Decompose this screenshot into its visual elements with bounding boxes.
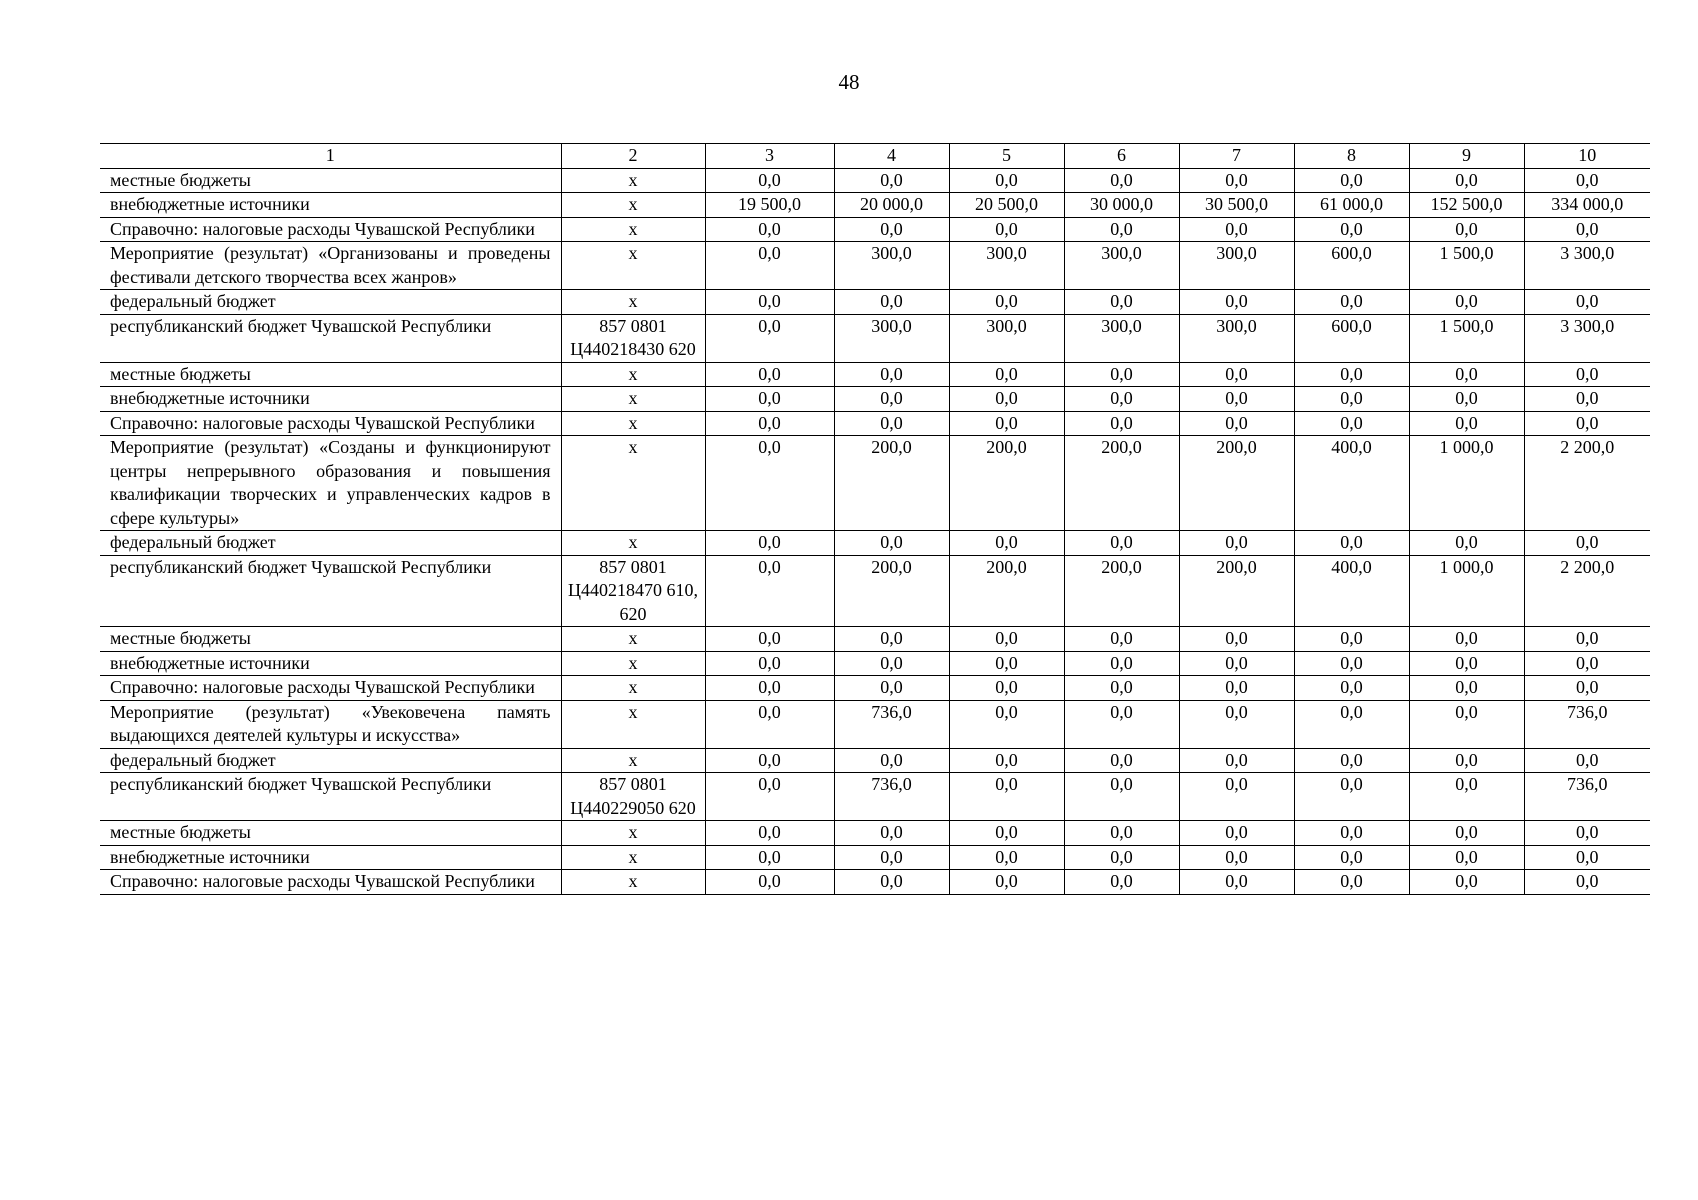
row-value-cell: 1 500,0 [1409,314,1524,362]
row-value-cell: 300,0 [1064,242,1179,290]
row-value-cell: 0,0 [1064,290,1179,315]
table-row [100,531,1650,556]
row-value-cell: 0,0 [1294,168,1409,193]
row-value-cell: 0,0 [949,748,1064,773]
row-value-cell: 0,0 [1409,387,1524,412]
row-value-cell: 0,0 [705,870,834,895]
row-value-cell: 152 500,0 [1409,193,1524,218]
row-value-cell: 200,0 [1179,436,1294,531]
row-value-cell: 0,0 [1064,748,1179,773]
row-value-cell: 0,0 [1294,651,1409,676]
row-name-cell: местные бюджеты [100,362,561,387]
row-value-cell: 0,0 [1524,821,1650,846]
row-value-cell: 0,0 [1409,821,1524,846]
row-value-cell: 3 300,0 [1524,314,1650,362]
row-value-cell: 0,0 [1294,700,1409,748]
row-value-cell: 0,0 [705,387,834,412]
header-cell: 8 [1294,144,1409,169]
table-row [100,700,1650,748]
row-code-cell: x [561,193,705,218]
row-value-cell: 0,0 [949,411,1064,436]
row-code-cell: x [561,700,705,748]
row-name-cell: местные бюджеты [100,168,561,193]
row-value-cell: 0,0 [1179,700,1294,748]
row-name-cell: Справочно: налоговые расходы Чувашской Республики [100,676,561,701]
row-value-cell: 0,0 [1409,700,1524,748]
row-value-cell: 736,0 [1524,773,1650,821]
row-value-cell: 0,0 [1179,531,1294,556]
row-value-cell: 61 000,0 [1294,193,1409,218]
row-value-cell: 2 200,0 [1524,436,1650,531]
row-value-cell: 0,0 [705,314,834,362]
row-code-cell: x [561,845,705,870]
row-value-cell: 0,0 [949,531,1064,556]
row-value-cell: 0,0 [949,217,1064,242]
row-value-cell: 0,0 [1179,290,1294,315]
row-value-cell: 0,0 [1179,362,1294,387]
row-value-cell: 0,0 [1524,651,1650,676]
row-code-cell: 857 0801 Ц440218430 620 [561,314,705,362]
table-row [100,676,1650,701]
table-body [100,144,1650,895]
row-value-cell: 0,0 [1179,676,1294,701]
row-name-cell: местные бюджеты [100,821,561,846]
row-name-cell: республиканский бюджет Чувашской Республики [100,555,561,627]
row-value-cell: 300,0 [1179,242,1294,290]
row-value-cell: 0,0 [1294,290,1409,315]
row-value-cell: 0,0 [834,748,949,773]
row-value-cell: 0,0 [1524,531,1650,556]
row-value-cell: 0,0 [1524,748,1650,773]
row-value-cell: 0,0 [1294,845,1409,870]
row-value-cell: 0,0 [1179,217,1294,242]
row-value-cell: 200,0 [949,555,1064,627]
row-value-cell: 0,0 [834,845,949,870]
row-value-cell: 0,0 [705,531,834,556]
row-name-cell: внебюджетные источники [100,845,561,870]
table-row [100,651,1650,676]
table-row [100,773,1650,821]
row-value-cell: 0,0 [705,242,834,290]
header-cell: 7 [1179,144,1294,169]
row-value-cell: 0,0 [1409,217,1524,242]
row-name-cell: Справочно: налоговые расходы Чувашской Республики [100,411,561,436]
row-value-cell: 300,0 [1064,314,1179,362]
row-value-cell: 0,0 [1409,870,1524,895]
row-value-cell: 0,0 [949,290,1064,315]
header-cell: 1 [100,144,561,169]
row-value-cell: 0,0 [1524,411,1650,436]
table-row [100,555,1650,627]
row-value-cell: 0,0 [1524,676,1650,701]
row-value-cell: 0,0 [1179,845,1294,870]
row-value-cell: 0,0 [1064,217,1179,242]
row-value-cell: 0,0 [705,290,834,315]
row-value-cell: 0,0 [1179,651,1294,676]
row-value-cell: 0,0 [1294,362,1409,387]
row-value-cell: 0,0 [949,651,1064,676]
row-value-cell: 0,0 [1409,651,1524,676]
row-value-cell: 0,0 [834,676,949,701]
row-name-cell: Мероприятие (результат) «Увековечена память выдающихся деятелей культуры и искусства» [100,700,561,748]
row-value-cell: 600,0 [1294,242,1409,290]
table-row [100,242,1650,290]
row-value-cell: 20 500,0 [949,193,1064,218]
row-value-cell: 200,0 [949,436,1064,531]
row-code-cell: x [561,870,705,895]
row-code-cell: x [561,748,705,773]
row-value-cell: 0,0 [949,387,1064,412]
row-code-cell: x [561,821,705,846]
row-value-cell: 0,0 [705,411,834,436]
row-value-cell: 0,0 [834,651,949,676]
row-value-cell: 0,0 [1294,748,1409,773]
row-value-cell: 0,0 [1179,168,1294,193]
header-cell: 9 [1409,144,1524,169]
row-value-cell: 0,0 [1294,627,1409,652]
row-value-cell: 0,0 [1294,217,1409,242]
row-name-cell: федеральный бюджет [100,290,561,315]
row-value-cell: 0,0 [1409,362,1524,387]
row-value-cell: 0,0 [705,555,834,627]
row-name-cell: местные бюджеты [100,627,561,652]
row-value-cell: 0,0 [1179,748,1294,773]
row-value-cell: 0,0 [1064,773,1179,821]
row-value-cell: 300,0 [949,314,1064,362]
row-value-cell: 300,0 [834,314,949,362]
row-value-cell: 200,0 [834,555,949,627]
row-value-cell: 0,0 [1064,651,1179,676]
row-value-cell: 0,0 [1294,387,1409,412]
row-value-cell: 0,0 [1409,531,1524,556]
row-value-cell: 0,0 [1179,627,1294,652]
row-value-cell: 0,0 [705,651,834,676]
row-value-cell: 0,0 [834,362,949,387]
row-value-cell: 0,0 [834,870,949,895]
row-code-cell: x [561,217,705,242]
row-value-cell: 0,0 [1064,168,1179,193]
row-value-cell: 0,0 [1064,387,1179,412]
row-value-cell: 20 000,0 [834,193,949,218]
row-code-cell: x [561,411,705,436]
row-value-cell: 0,0 [949,676,1064,701]
row-value-cell: 0,0 [705,627,834,652]
header-row [100,144,1650,169]
row-name-cell: республиканский бюджет Чувашской Республики [100,773,561,821]
row-value-cell: 200,0 [1179,555,1294,627]
row-value-cell: 0,0 [1409,845,1524,870]
row-value-cell: 0,0 [834,290,949,315]
row-name-cell: внебюджетные источники [100,193,561,218]
header-cell: 4 [834,144,949,169]
row-value-cell: 0,0 [1409,627,1524,652]
row-value-cell: 0,0 [949,870,1064,895]
row-value-cell: 300,0 [834,242,949,290]
row-value-cell: 0,0 [1064,531,1179,556]
row-value-cell: 0,0 [705,362,834,387]
row-value-cell: 0,0 [1409,773,1524,821]
row-value-cell: 0,0 [1179,870,1294,895]
row-code-cell: x [561,436,705,531]
row-value-cell: 0,0 [1294,773,1409,821]
row-value-cell: 200,0 [1064,555,1179,627]
row-value-cell: 736,0 [834,700,949,748]
header-cell: 10 [1524,144,1650,169]
row-value-cell: 0,0 [1064,362,1179,387]
table-row [100,870,1650,895]
table-row [100,362,1650,387]
header-cell: 6 [1064,144,1179,169]
table-row [100,193,1650,218]
row-name-cell: федеральный бюджет [100,531,561,556]
row-code-cell: x [561,290,705,315]
row-value-cell: 0,0 [1294,531,1409,556]
row-code-cell: x [561,531,705,556]
header-cell: 2 [561,144,705,169]
row-value-cell: 0,0 [705,676,834,701]
row-value-cell: 0,0 [1179,387,1294,412]
row-value-cell: 0,0 [834,627,949,652]
table-row [100,168,1650,193]
row-name-cell: Справочно: налоговые расходы Чувашской Республики [100,870,561,895]
row-value-cell: 300,0 [949,242,1064,290]
row-code-cell: 857 0801 Ц440218470 610, 620 [561,555,705,627]
row-name-cell: Справочно: налоговые расходы Чувашской Республики [100,217,561,242]
row-value-cell: 600,0 [1294,314,1409,362]
row-value-cell: 0,0 [1294,870,1409,895]
row-code-cell: x [561,387,705,412]
row-value-cell: 0,0 [1064,676,1179,701]
row-value-cell: 0,0 [1524,870,1650,895]
row-name-cell: внебюджетные источники [100,387,561,412]
row-value-cell: 736,0 [1524,700,1650,748]
row-value-cell: 0,0 [705,217,834,242]
table-row [100,627,1650,652]
row-value-cell: 2 200,0 [1524,555,1650,627]
row-value-cell: 0,0 [1294,676,1409,701]
row-name-cell: Мероприятие (результат) «Организованы и проведены фестивали детского творчества всех жанров» [100,242,561,290]
budget-table [100,143,1650,895]
row-code-cell: x [561,242,705,290]
row-value-cell: 0,0 [705,700,834,748]
row-code-cell: x [561,627,705,652]
row-value-cell: 0,0 [1524,168,1650,193]
row-value-cell: 300,0 [1179,314,1294,362]
row-value-cell: 19 500,0 [705,193,834,218]
row-value-cell: 0,0 [1524,845,1650,870]
row-value-cell: 0,0 [1179,411,1294,436]
row-value-cell: 0,0 [1524,387,1650,412]
row-value-cell: 0,0 [1524,217,1650,242]
row-value-cell: 736,0 [834,773,949,821]
row-value-cell: 1 500,0 [1409,242,1524,290]
row-value-cell: 0,0 [1409,676,1524,701]
row-value-cell: 0,0 [1524,290,1650,315]
row-value-cell: 0,0 [834,217,949,242]
row-value-cell: 200,0 [1064,436,1179,531]
row-value-cell: 0,0 [1294,821,1409,846]
table-row [100,411,1650,436]
row-code-cell: 857 0801 Ц440229050 620 [561,773,705,821]
table-row [100,217,1650,242]
table-row [100,314,1650,362]
row-value-cell: 334 000,0 [1524,193,1650,218]
row-value-cell: 0,0 [1294,411,1409,436]
row-code-cell: x [561,676,705,701]
row-value-cell: 0,0 [1409,411,1524,436]
row-value-cell: 0,0 [949,627,1064,652]
row-name-cell: республиканский бюджет Чувашской Республики [100,314,561,362]
row-value-cell: 0,0 [949,362,1064,387]
row-code-cell: x [561,362,705,387]
row-value-cell: 0,0 [1064,870,1179,895]
table-row [100,748,1650,773]
row-value-cell: 0,0 [1524,362,1650,387]
table-row [100,436,1650,531]
row-value-cell: 0,0 [1064,700,1179,748]
row-value-cell: 3 300,0 [1524,242,1650,290]
table-row [100,821,1650,846]
row-value-cell: 0,0 [949,773,1064,821]
row-value-cell: 0,0 [1064,627,1179,652]
header-cell: 5 [949,144,1064,169]
table-row [100,290,1650,315]
row-value-cell: 0,0 [705,773,834,821]
row-value-cell: 0,0 [949,168,1064,193]
row-code-cell: x [561,651,705,676]
row-value-cell: 0,0 [949,700,1064,748]
row-value-cell: 0,0 [834,531,949,556]
row-value-cell: 30 500,0 [1179,193,1294,218]
row-value-cell: 0,0 [1064,411,1179,436]
row-value-cell: 0,0 [705,821,834,846]
header-cell: 3 [705,144,834,169]
row-value-cell: 0,0 [1524,627,1650,652]
row-value-cell: 0,0 [834,387,949,412]
row-value-cell: 0,0 [1064,845,1179,870]
page-number: 48 [838,70,860,94]
row-value-cell: 0,0 [705,436,834,531]
row-value-cell: 200,0 [834,436,949,531]
row-value-cell: 0,0 [834,168,949,193]
table-row [100,387,1650,412]
row-value-cell: 0,0 [1409,290,1524,315]
row-value-cell: 0,0 [834,821,949,846]
row-value-cell: 0,0 [834,411,949,436]
row-value-cell: 1 000,0 [1409,555,1524,627]
row-value-cell: 0,0 [1179,773,1294,821]
row-value-cell: 0,0 [1179,821,1294,846]
row-code-cell: x [561,168,705,193]
row-name-cell: внебюджетные источники [100,651,561,676]
row-name-cell: федеральный бюджет [100,748,561,773]
row-value-cell: 400,0 [1294,436,1409,531]
row-name-cell: Мероприятие (результат) «Созданы и функционируют центры непрерывного образования и повышения квалификации творческих и управленческих кадров в сфере культуры» [100,436,561,531]
row-value-cell: 0,0 [705,845,834,870]
row-value-cell: 0,0 [705,168,834,193]
row-value-cell: 30 000,0 [1064,193,1179,218]
row-value-cell: 0,0 [705,748,834,773]
row-value-cell: 0,0 [949,821,1064,846]
row-value-cell: 0,0 [1409,748,1524,773]
table-row [100,845,1650,870]
row-value-cell: 0,0 [1409,168,1524,193]
row-value-cell: 0,0 [1064,821,1179,846]
row-value-cell: 0,0 [949,845,1064,870]
row-value-cell: 1 000,0 [1409,436,1524,531]
row-value-cell: 400,0 [1294,555,1409,627]
